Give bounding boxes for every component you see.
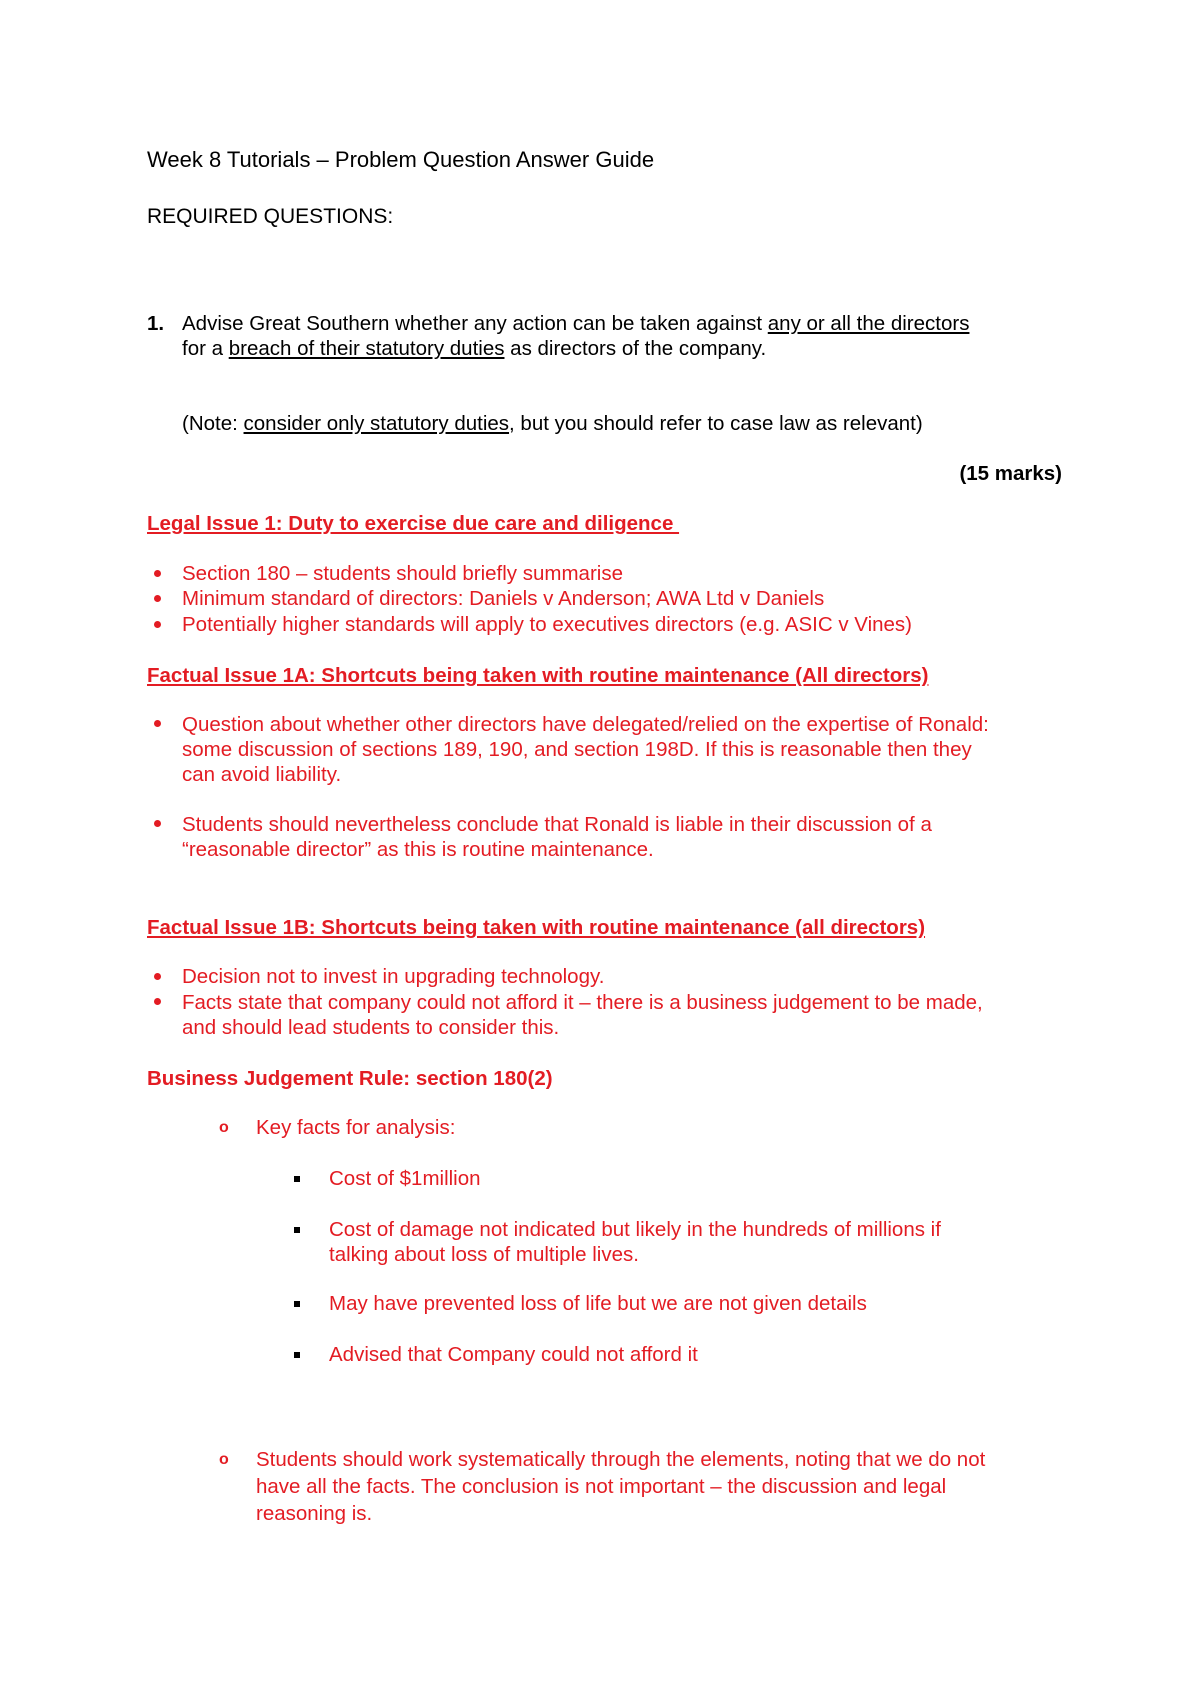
bullet-icon: [154, 570, 161, 577]
list-item: Students should work systematically through the elements, noting that we do not: [256, 1448, 986, 1471]
list-item: reasoning is.: [256, 1502, 373, 1525]
list-item: Decision not to invest in upgrading technology.: [182, 965, 605, 988]
list-item: Students should nevertheless conclude that Ronald is liable in their discussion of a: [182, 813, 932, 836]
note-underlined-text: consider only statutory duties: [243, 412, 510, 435]
list-item: Advised that Company could not afford it: [329, 1343, 698, 1366]
question-text: Advise Great Southern whether any action can be taken against: [182, 312, 768, 335]
note-text: , but you should refer to case law as relevant): [509, 412, 923, 435]
list-item: “reasonable director” as this is routine maintenance.: [182, 838, 654, 861]
note-text: (Note:: [182, 412, 244, 435]
question-number: 1.: [147, 312, 165, 335]
list-item: can avoid liability.: [182, 763, 342, 786]
bullet-icon: [154, 621, 161, 628]
question-text: as directors of the company.: [504, 337, 767, 360]
business-judgement-heading: Business Judgement Rule: section 180(2): [147, 1067, 553, 1090]
o-bullet-icon: o: [219, 1119, 229, 1136]
marks-label: (15 marks): [959, 462, 1062, 485]
question-note: [182, 412, 923, 436]
o-bullet-icon: o: [219, 1451, 229, 1468]
page-title: Week 8 Tutorials – Problem Question Answer Guide: [147, 147, 655, 172]
bullet-icon: [154, 973, 161, 980]
question-line-2: [182, 337, 766, 361]
bullet-icon: [154, 595, 161, 602]
bullet-icon: [154, 720, 161, 727]
section-heading: REQUIRED QUESTIONS:: [147, 205, 394, 228]
square-bullet-icon: [294, 1176, 300, 1182]
list-item: Minimum standard of directors: Daniels v Anderson; AWA Ltd v Daniels: [182, 587, 825, 610]
list-item: and should lead students to consider this.: [182, 1016, 560, 1039]
list-item: Cost of damage not indicated but likely in the hundreds of millions if: [329, 1218, 941, 1241]
question-underlined-text: any or all the directors: [767, 312, 970, 335]
question-text: for a: [182, 337, 229, 360]
list-item: Question about whether other directors have delegated/relied on the expertise of Ronald:: [182, 713, 989, 736]
key-facts-label: Key facts for analysis:: [256, 1116, 456, 1139]
factual-issue-1a-heading: Factual Issue 1A: Shortcuts being taken with routine maintenance (All directors): [147, 664, 929, 687]
list-item: talking about loss of multiple lives.: [329, 1243, 639, 1266]
list-item: have all the facts. The conclusion is not important – the discussion and legal: [256, 1475, 947, 1498]
list-item: Facts state that company could not afford it – there is a business judgement to be made,: [182, 991, 983, 1014]
list-item: Section 180 – students should briefly summarise: [182, 562, 623, 585]
legal-issue-1-heading: Legal Issue 1: Duty to exercise due care and diligence: [147, 512, 680, 535]
square-bullet-icon: [294, 1301, 300, 1307]
question-underlined-text: breach of their statutory duties: [228, 337, 505, 360]
question-line-1: [182, 312, 969, 336]
list-item: May have prevented loss of life but we are not given details: [329, 1292, 867, 1315]
bullet-icon: [154, 998, 161, 1005]
square-bullet-icon: [294, 1227, 300, 1233]
list-item: Cost of $1million: [329, 1167, 481, 1190]
bullet-icon: [154, 820, 161, 827]
list-item: some discussion of sections 189, 190, and section 198D. If this is reasonable then they: [182, 738, 972, 761]
list-item: Potentially higher standards will apply to executives directors (e.g. ASIC v Vines): [182, 613, 913, 636]
square-bullet-icon: [294, 1352, 300, 1358]
factual-issue-1b-heading: Factual Issue 1B: Shortcuts being taken with routine maintenance (all directors): [147, 916, 926, 939]
